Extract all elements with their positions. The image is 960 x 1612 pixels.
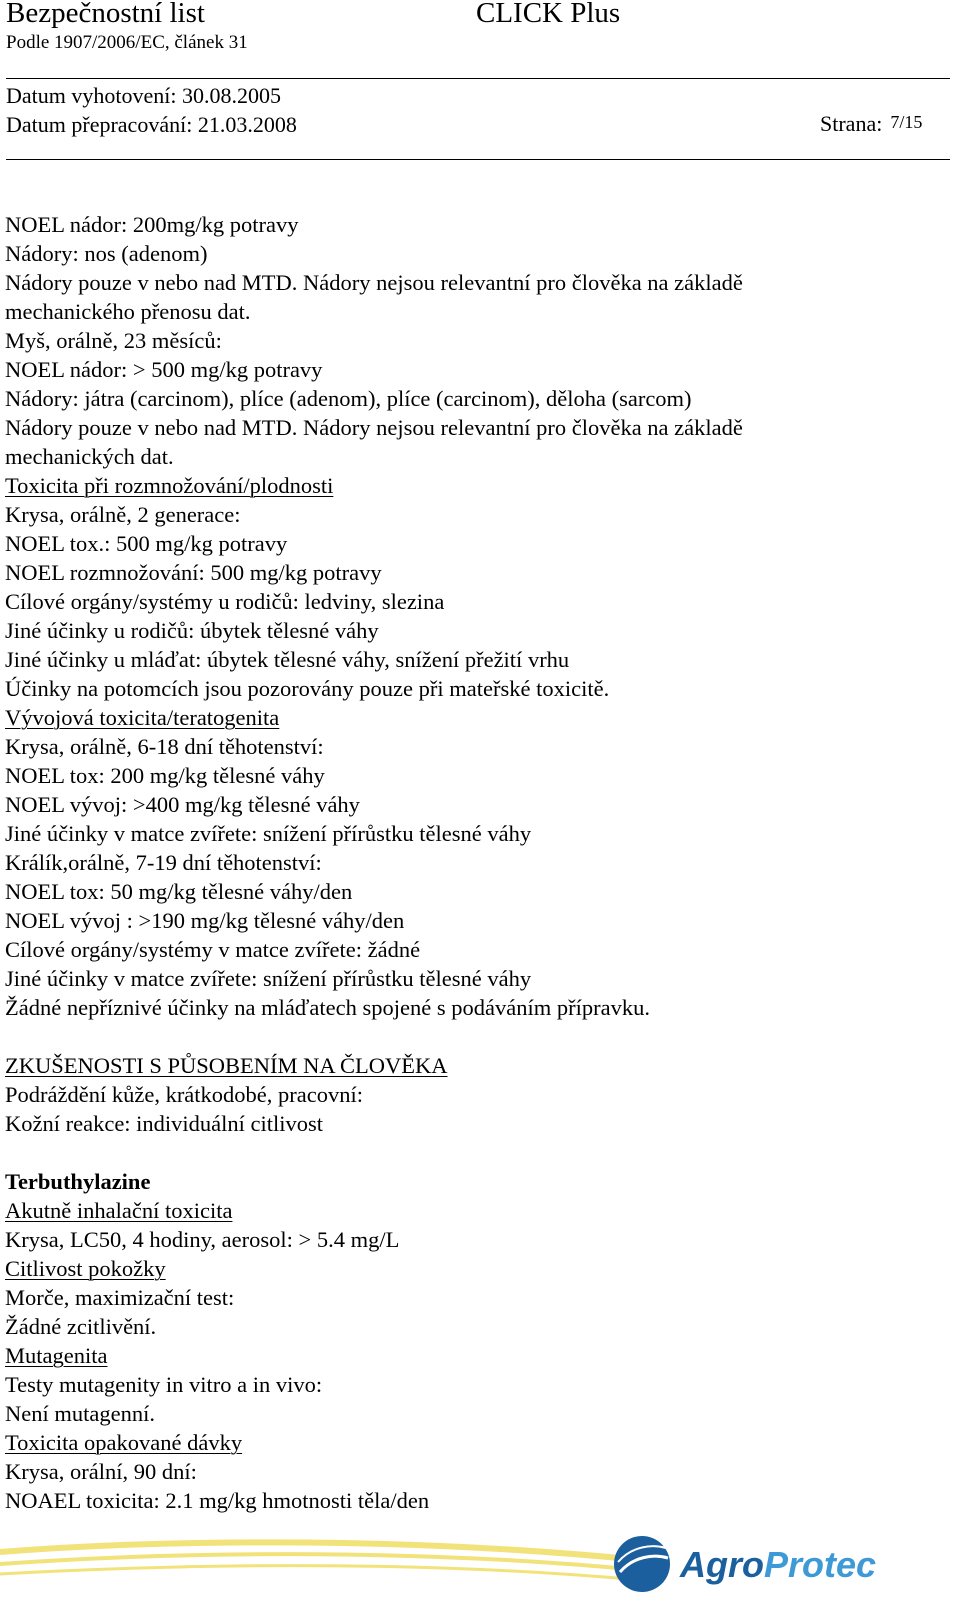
line-text: Jiné účinky v matce zvířete: snížení přírůstku tělesné váhy: [5, 966, 532, 991]
text-line: [5, 413, 935, 442]
line-text: Testy mutagenity in vitro a in vivo:: [5, 1372, 323, 1397]
line-text: Krysa, orálně, 6-18 dní těhotenství:: [5, 734, 324, 759]
line-text: Jiné účinky u mláďat: úbytek tělesné váhy, snížení přežití vrhu: [5, 647, 570, 672]
line-text: NOEL nádor: > 500 mg/kg potravy: [5, 357, 323, 382]
text-line: [5, 790, 935, 819]
line-text: Nádory: nos (adenom): [5, 241, 208, 266]
text-line: [5, 268, 935, 297]
line-text: Krysa, orálně, 2 generace:: [5, 502, 241, 527]
text-line: [5, 993, 935, 1022]
line-text: NOEL vývoj : >190 mg/kg tělesné váhy/den: [5, 908, 405, 933]
text-line: [5, 442, 935, 471]
text-line: [5, 587, 935, 616]
line-text: Žádné zcitlivění.: [5, 1314, 157, 1339]
footer-swoosh-graphic: [0, 1530, 640, 1590]
line-text: Akutně inhalační toxicita: [5, 1198, 233, 1223]
agroprotec-logo: [612, 1528, 957, 1600]
section-heading: [5, 1051, 935, 1080]
line-text: Jiné účinky u rodičů: úbytek tělesné váhy: [5, 618, 379, 643]
text-line: [5, 935, 935, 964]
line-text: Není mutagenní.: [5, 1401, 155, 1426]
text-line: [5, 1225, 935, 1254]
line-text: Králík,orálně, 7-19 dní těhotenství:: [5, 850, 322, 875]
text-line: [5, 1457, 935, 1486]
date-revised: Datum přepracování: 21.03.2008: [6, 112, 297, 137]
line-text: NOEL nádor: 200mg/kg potravy: [5, 212, 299, 237]
line-text: Žádné nepříznivé účinky na mláďatech spojené s podáváním přípravku.: [5, 995, 650, 1020]
text-line: [5, 1080, 935, 1109]
line-text: mechanického přenosu dat.: [5, 299, 251, 324]
section-heading: [5, 1428, 935, 1457]
line-text: Toxicita opakované dávky: [5, 1430, 243, 1455]
document-title: Bezpečnostní list: [6, 0, 205, 29]
text-line: [5, 645, 935, 674]
line-text: NOEL vývoj: >400 mg/kg tělesné váhy: [5, 792, 360, 817]
line-text: Nádory: játra (carcinom), plíce (adenom), plíce (carcinom), děloha (sarcom): [5, 386, 692, 411]
text-line: [5, 1399, 935, 1428]
section-heading: [5, 471, 935, 500]
line-text: NOEL rozmnožování: 500 mg/kg potravy: [5, 560, 382, 585]
text-line: [5, 500, 935, 529]
substance-heading: [5, 1167, 935, 1196]
blank-line: [5, 1022, 935, 1051]
line-text: Jiné účinky v matce zvířete: snížení přírůstku tělesné váhy: [5, 821, 532, 846]
line-text: Cílové orgány/systémy v matce zvířete: žádné: [5, 937, 421, 962]
section-heading: [5, 1341, 935, 1370]
globe-icon: [614, 1536, 670, 1592]
line-text: Mutagenita: [5, 1343, 108, 1368]
logo-text-protec: Protec: [764, 1544, 877, 1585]
regulation-reference: Podle 1907/2006/EC, článek 31: [6, 32, 248, 53]
line-text: NOEL tox: 50 mg/kg tělesné váhy/den: [5, 879, 353, 904]
text-line: [5, 1109, 935, 1138]
text-line: [5, 1370, 935, 1399]
text-line: [5, 239, 935, 268]
line-text: Nádory pouze v nebo nad MTD. Nádory nejsou relevantní pro člověka na základě: [5, 270, 743, 295]
text-line: [5, 616, 935, 645]
text-line: [5, 848, 935, 877]
line-text: ZKUŠENOSTI S PŮSOBENÍM NA ČLOVĚKA: [5, 1053, 448, 1078]
text-line: [5, 906, 935, 935]
text-line: [5, 297, 935, 326]
text-line: [5, 761, 935, 790]
document-body: [5, 210, 935, 1515]
text-line: [5, 674, 935, 703]
line-text: NOEL tox: 200 mg/kg tělesné váhy: [5, 763, 325, 788]
text-line: [5, 1486, 935, 1515]
line-text: Cílové orgány/systémy u rodičů: ledviny, slezina: [5, 589, 445, 614]
logo-text-agro: Agro: [680, 1544, 764, 1585]
text-line: [5, 384, 935, 413]
line-text: Nádory pouze v nebo nad MTD. Nádory nejsou relevantní pro člověka na základě: [5, 415, 743, 440]
line-text: Krysa, LC50, 4 hodiny, aerosol: > 5.4 mg/L: [5, 1227, 400, 1252]
text-line: [5, 210, 935, 239]
line-text: Myš, orálně, 23 měsíců:: [5, 328, 222, 353]
text-line: [5, 877, 935, 906]
page-indicator: [820, 111, 922, 138]
line-text: Kožní reakce: individuální citlivost: [5, 1111, 324, 1136]
blank-line: [5, 1138, 935, 1167]
text-line: [5, 355, 935, 384]
text-line: [5, 529, 935, 558]
line-text: Účinky na potomcích jsou pozorovány pouze při mateřské toxicitě.: [5, 676, 610, 701]
text-line: [5, 964, 935, 993]
date-created: Datum vyhotovení: 30.08.2005: [6, 83, 281, 108]
section-heading: [5, 1196, 935, 1225]
text-line: [5, 1283, 935, 1312]
line-text: Citlivost pokožky: [5, 1256, 166, 1281]
product-name: CLICK Plus: [476, 0, 621, 29]
line-text: Terbuthylazine: [5, 1169, 151, 1194]
section-heading: [5, 1254, 935, 1283]
text-line: [5, 819, 935, 848]
line-text: NOAEL toxicita: 2.1 mg/kg hmotnosti těla/den: [5, 1488, 430, 1513]
section-heading: [5, 703, 935, 732]
text-line: [5, 732, 935, 761]
header-divider-bottom: [6, 159, 950, 160]
header-divider-top: [6, 78, 950, 79]
line-text: NOEL tox.: 500 mg/kg potravy: [5, 531, 288, 556]
text-line: [5, 1312, 935, 1341]
line-text: Podráždění kůže, krátkodobé, pracovní:: [5, 1082, 364, 1107]
text-line: [5, 326, 935, 355]
text-line: [5, 558, 935, 587]
line-text: mechanických dat.: [5, 444, 174, 469]
page-number: 7/15: [890, 112, 923, 132]
line-text: Morče, maximizační test:: [5, 1285, 235, 1310]
page-label: Strana:: [820, 111, 883, 136]
svg-text:AgroProtec: [679, 1544, 876, 1585]
line-text: Krysa, orální, 90 dní:: [5, 1459, 197, 1484]
line-text: Toxicita při rozmnožování/plodnosti: [5, 473, 334, 498]
line-text: Vývojová toxicita/teratogenita: [5, 705, 280, 730]
